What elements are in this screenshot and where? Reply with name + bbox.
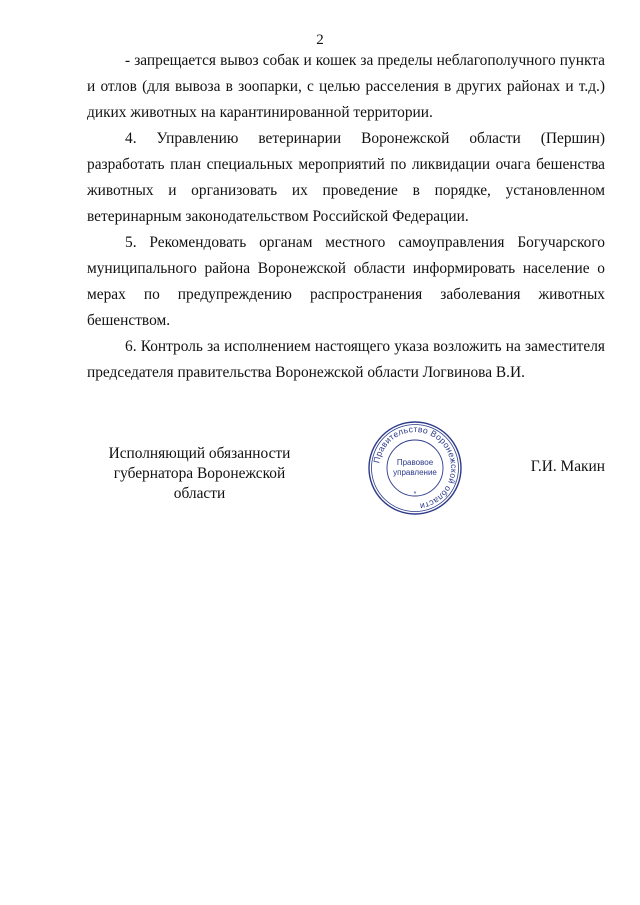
signatory-position-line2: губернатора Воронежской области [113,465,286,502]
svg-text:управление: управление [393,468,437,477]
svg-text:*: * [413,491,417,498]
stamp-seal-icon [365,418,465,518]
signatory-position-line1: Исполняющий обязанности [108,445,291,462]
paragraph-item-6: 6. Контроль за исполнением настоящего указа возложить на заместителя председателя правительства Воронежской области Логвинова В.И. [87,338,605,381]
official-stamp [365,418,465,518]
svg-text:Правительство Воронежской обла: Правительство Воронежской области [371,423,460,512]
svg-text:Правовое: Правовое [396,458,434,467]
paragraph-item-4: 4. Управлению ветеринарии Воронежской области (Першин) разработать план специальных мероприятий по ликвидации очага бешенства животных и организовать их проведение в порядке, установленном ветеринарным законодательством Российской Федерации. [87,130,605,225]
document-body [87,48,605,386]
signatory-name: Г.И. Макин [530,458,605,475]
signatory-position [87,444,312,504]
paragraph-item-5: 5. Рекомендовать органам местного самоуправления Богучарского муниципального района Воронежской области информировать население о мерах по предупреждению распространения заболевания животных бешенством. [87,234,605,329]
paragraph-prohibition: - запрещается вывоз собак и кошек за пределы неблагополучного пункта и отлов (для вывоза в зоопарки, с целью расселения в других районах и т.д.) диких животных на карантинированной территории. [87,52,605,121]
page-number: 2 [316,32,324,48]
